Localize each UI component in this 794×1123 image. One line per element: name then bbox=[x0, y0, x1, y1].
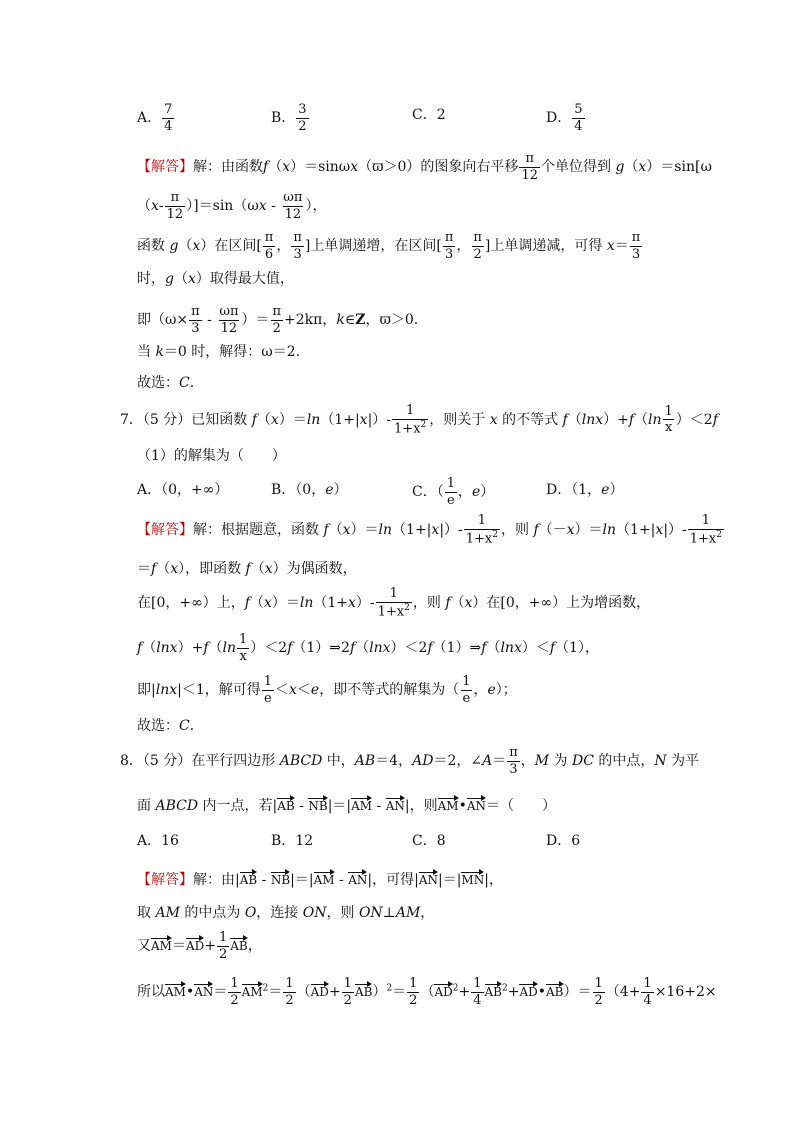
q7-solution-line-3: 在[0，+∞）上，f（x）＝ln（1+x）- $\frac{1}{1+x^2}$ ，则 f（x）在[0，+∞）上为增函数， bbox=[137, 586, 651, 619]
q7-stem-line-1: 7．（5 分）已知函数 f（x）＝ln（1+|x|）- $\frac{1}{1+x^2}$ ，则关于 x 的不等式 f（lnx）+f（ln $\frac{1}{x}$ ）＜2f bbox=[120, 403, 718, 436]
q7-solution-line-6: 故选：C. bbox=[137, 718, 195, 734]
q6-solution-line-6: 当 k＝0 时，解得：ω＝2. bbox=[137, 344, 301, 360]
solution-tag: 【解答】 bbox=[137, 159, 193, 176]
q8-solution-line-1: 【解答】解：由|AB - NB|＝|AM - AN|，可得|AN|＝|MN|， bbox=[137, 872, 503, 888]
q8-solution-line-4: 所以AM•AN＝ $\frac{1}{2}$ $AM^2=$ $\frac{1}{2}$ （AD+ $\frac{1}{2}$ AB）$^2$＝ $\frac{1}{2}$ （$AD^2+$ $\frac{1}{4}$ $AB^2+AD•AB)=$ $\frac{1}{2}$ （4+ $\frac{1}{4}$ ×16+2× bbox=[137, 976, 717, 1008]
q6-solution-line-5: 即（ω× $\frac{\pi}{3}$ - $\frac{\omega\pi}{12}$ ）＝ $\frac{\pi}{2}$ +2kπ，k∈Z，ϖ＞0. bbox=[137, 304, 419, 336]
q6-solution-line-3: 函数 g（x）在区间[ $\frac{\pi}{6}$ ， $\frac{\pi}{3}$ ]上单调递增，在区间[ $\frac{\pi}{3}$ ， $\frac{\pi}{2}$ ]上单调递减，可得 x＝ $\frac{\pi}{3}$ bbox=[137, 230, 641, 262]
q6-option-a: A． $\frac{7}{4}$ bbox=[137, 102, 173, 134]
q8-stem-line-2: 面 ABCD 内一点，若|AB - NB|＝|AM - AN|，则AM•AN＝（ ） bbox=[137, 798, 556, 814]
q8-stem-line-1: 8．（5 分）在平行四边形 ABCD 中，AB＝4，AD＝2，∠A＝ $\frac{\pi}{3}$ ，M 为 DC 的中点，N 为平 bbox=[120, 745, 700, 777]
q7-solution-line-5: 即|lnx|＜1，解可得 $\frac{1}{e}$ ＜x＜e，即不等式的解集为（ $\frac{1}{e}$ ，e）； bbox=[137, 674, 517, 706]
q6-option-d: D． $\frac{5}{4}$ bbox=[546, 102, 583, 134]
q8-option-c: C．8 bbox=[412, 833, 446, 849]
solution-tag: 【解答】 bbox=[137, 872, 193, 888]
q8-solution-line-3: 又AM＝AD+ $\frac{1}{2}$ AB， bbox=[137, 930, 262, 962]
q6-solution-line-4: 时，g（x）取得最大值， bbox=[137, 271, 294, 287]
q7-option-c: C．（ $\frac{1}{e}$ ，e） bbox=[412, 476, 495, 508]
q6-solution-line-1: 【解答】解：由函数f（x）＝sinωx（ϖ＞0）的图象向右平移 $\frac{\pi}{12}$ 个单位得到 g（x）＝sin[ω bbox=[137, 151, 712, 183]
solution-tag: 【解答】 bbox=[137, 521, 193, 538]
q8-option-d: D．6 bbox=[546, 833, 581, 849]
q8-option-a: A．16 bbox=[137, 833, 179, 849]
q7-solution-line-4: f（lnx）+f（ln $\frac{1}{x}$ ）＜2f（1）⇒2f（lnx）＜2f（1）⇒f（lnx）＜f（1）， bbox=[137, 632, 599, 664]
q7-solution-line-1: 【解答】解：根据题意，函数 f（x）＝ln（1+|x|）- $\frac{1}{1+x^2}$ ，则 f（－x）＝ln（1+|x|）- $\frac{1}{1+x^2}$ bbox=[137, 513, 722, 546]
q8-option-b: B．12 bbox=[271, 833, 314, 849]
q6-solution-line-2: （x- $\frac{\pi}{12}$ ）]＝sin（ωx - $\frac{\omega\pi}{12}$ ）， bbox=[137, 190, 327, 222]
q7-option-b: B．（0，e） bbox=[271, 482, 348, 498]
q6-solution-line-7: 故选：C. bbox=[137, 375, 195, 391]
q8-solution-line-2: 取 AM 的中点为 O，连接 ON，则 ON⊥AM， bbox=[137, 905, 435, 921]
q7-stem-line-2: （1）的解集为（ ） bbox=[137, 448, 286, 464]
q6-option-b: B． $\frac{3}{2}$ bbox=[271, 102, 307, 134]
q7-option-d: D．（1，e） bbox=[546, 482, 624, 498]
q7-option-a: A．（0，+∞） bbox=[137, 482, 229, 498]
q7-solution-line-2: ＝f（x），即函数 f（x）为偶函数， bbox=[137, 561, 357, 577]
q6-option-c: C．2 bbox=[412, 107, 446, 123]
